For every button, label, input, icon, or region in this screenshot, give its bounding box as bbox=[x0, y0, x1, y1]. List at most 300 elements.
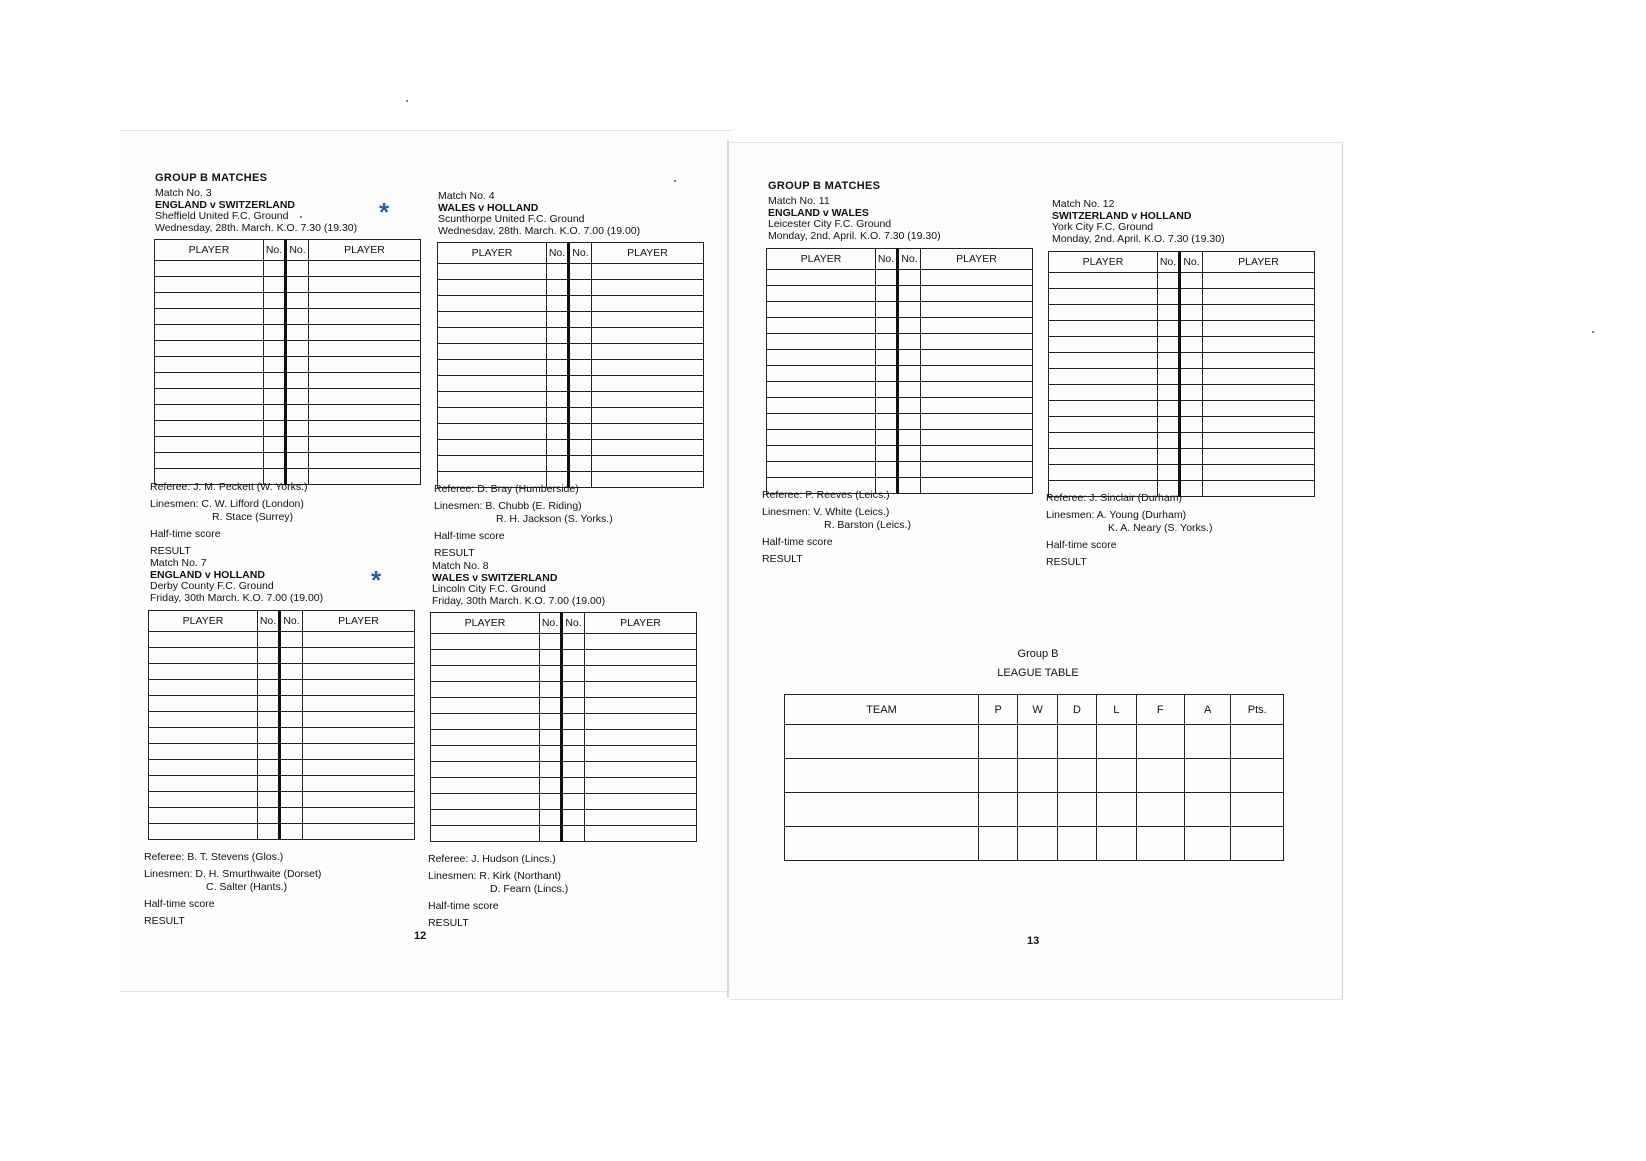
sheet-cell bbox=[1049, 433, 1158, 449]
league-row bbox=[785, 827, 1284, 861]
team-sheet-match-11 bbox=[766, 248, 1033, 494]
sheet-cell bbox=[1049, 273, 1158, 289]
match-title: WALES v SWITZERLAND bbox=[432, 571, 558, 584]
match-number: Match No. 11 bbox=[768, 195, 830, 207]
sheet-cell bbox=[258, 728, 280, 744]
sheet-cell bbox=[1049, 353, 1158, 369]
match-number: Match No. 8 bbox=[432, 560, 489, 572]
sheet-row bbox=[155, 341, 421, 357]
sheet-cell bbox=[149, 824, 258, 840]
sheet-cell bbox=[286, 373, 309, 389]
sheet-cell bbox=[309, 325, 421, 341]
sheet-cell bbox=[280, 696, 303, 712]
team-sheet-match-7 bbox=[148, 610, 415, 840]
result: RESULT bbox=[428, 917, 469, 929]
half-time-score: Half-time score bbox=[434, 530, 505, 542]
match-number: Match No. 7 bbox=[150, 557, 207, 569]
sheet-cell bbox=[155, 261, 264, 277]
match-title: ENGLAND v SWITZERLAND bbox=[155, 198, 295, 211]
sheet-cell bbox=[921, 462, 1033, 478]
sheet-cell bbox=[540, 682, 562, 698]
sheet-cell bbox=[155, 341, 264, 357]
sheet-row bbox=[155, 309, 421, 325]
sheet-row bbox=[767, 318, 1033, 334]
sheet-row bbox=[438, 456, 704, 472]
sheet-cell bbox=[898, 302, 921, 318]
sheet-row bbox=[1049, 433, 1315, 449]
sheet-cell bbox=[569, 264, 592, 280]
match-7-officials bbox=[144, 851, 321, 928]
sheet-row bbox=[767, 286, 1033, 302]
sheet-row bbox=[149, 808, 415, 824]
sheet-cell bbox=[1180, 305, 1203, 321]
sheet-cell bbox=[155, 357, 264, 373]
sheet-row bbox=[767, 430, 1033, 446]
sheet-cell bbox=[585, 666, 697, 682]
sheet-cell bbox=[280, 808, 303, 824]
sheet-cell bbox=[1180, 321, 1203, 337]
sheet-cell bbox=[431, 714, 540, 730]
sheet-cell bbox=[585, 746, 697, 762]
sheet-cell bbox=[767, 462, 876, 478]
sheet-cell bbox=[562, 746, 585, 762]
sheet-cell bbox=[264, 437, 286, 453]
sheet-cell bbox=[258, 712, 280, 728]
referee: Referee: J. M. Peckett (W. Yorks.) bbox=[150, 481, 308, 493]
sheet-cell bbox=[438, 328, 547, 344]
sheet-cell bbox=[767, 366, 876, 382]
sheet-cell bbox=[264, 389, 286, 405]
sheet-cell bbox=[562, 650, 585, 666]
sheet-cell bbox=[155, 453, 264, 469]
sheet-cell bbox=[431, 682, 540, 698]
sheet-row bbox=[438, 280, 704, 296]
sheet-cell bbox=[303, 744, 415, 760]
sheet-cell bbox=[1180, 417, 1203, 433]
scan-speck bbox=[300, 216, 302, 218]
sheet-cell bbox=[264, 373, 286, 389]
sheet-cell bbox=[585, 650, 697, 666]
sheet-cell bbox=[309, 277, 421, 293]
sheet-cell bbox=[540, 698, 562, 714]
match-11-officials bbox=[762, 489, 911, 566]
linesmen-1: Linesmen: V. White (Leics.) bbox=[762, 506, 890, 518]
sheet-row bbox=[155, 373, 421, 389]
sheet-row bbox=[155, 389, 421, 405]
sheet-cell bbox=[540, 826, 562, 842]
sheet-cell bbox=[876, 302, 898, 318]
sheet-cell bbox=[592, 456, 704, 472]
sheet-row bbox=[431, 778, 697, 794]
col-drawn: D bbox=[1057, 695, 1096, 725]
number-column-header: No. bbox=[1180, 252, 1203, 273]
match-number: Match No. 4 bbox=[438, 190, 495, 202]
sheet-cell bbox=[921, 398, 1033, 414]
sheet-cell bbox=[562, 682, 585, 698]
number-column-header: No. bbox=[569, 243, 592, 264]
sheet-cell bbox=[547, 312, 569, 328]
sheet-cell bbox=[569, 360, 592, 376]
sheet-cell bbox=[1180, 273, 1203, 289]
sheet-row bbox=[149, 664, 415, 680]
sheet-row bbox=[438, 408, 704, 424]
sheet-cell bbox=[1203, 433, 1315, 449]
sheet-cell bbox=[876, 446, 898, 462]
page-fold bbox=[727, 140, 729, 998]
sheet-row bbox=[1049, 353, 1315, 369]
sheet-cell bbox=[921, 414, 1033, 430]
sheet-cell bbox=[540, 794, 562, 810]
sheet-row bbox=[149, 744, 415, 760]
sheet-cell bbox=[1158, 337, 1180, 353]
sheet-cell bbox=[264, 453, 286, 469]
player-column-header: PLAYER bbox=[303, 611, 415, 632]
sheet-cell bbox=[585, 730, 697, 746]
sheet-cell bbox=[585, 810, 697, 826]
sheet-cell bbox=[286, 277, 309, 293]
sheet-cell bbox=[309, 389, 421, 405]
match-date: Monday, 2nd. April. K.O. 7.30 (19.30) bbox=[768, 229, 941, 242]
sheet-row bbox=[155, 357, 421, 373]
sheet-cell bbox=[286, 309, 309, 325]
sheet-cell bbox=[258, 680, 280, 696]
sheet-cell bbox=[286, 437, 309, 453]
sheet-cell bbox=[569, 376, 592, 392]
sheet-cell bbox=[767, 286, 876, 302]
sheet-row bbox=[767, 382, 1033, 398]
sheet-cell bbox=[286, 421, 309, 437]
sheet-cell bbox=[1158, 449, 1180, 465]
sheet-cell bbox=[562, 730, 585, 746]
linesmen-2: R. Barston (Leics.) bbox=[824, 519, 911, 531]
sheet-cell bbox=[303, 824, 415, 840]
linesmen-2: C. Salter (Hants.) bbox=[206, 881, 288, 893]
sheet-cell bbox=[547, 408, 569, 424]
sheet-cell bbox=[1158, 289, 1180, 305]
referee: Referee: J. Sinclair (Durham) bbox=[1046, 492, 1182, 504]
sheet-cell bbox=[585, 794, 697, 810]
sheet-row bbox=[438, 392, 704, 408]
sheet-cell bbox=[149, 792, 258, 808]
sheet-cell bbox=[1203, 273, 1315, 289]
sheet-cell bbox=[1203, 465, 1315, 481]
match-4-officials bbox=[434, 483, 613, 560]
sheet-cell bbox=[592, 344, 704, 360]
sheet-row bbox=[149, 728, 415, 744]
result: RESULT bbox=[762, 553, 803, 565]
match-date: Friday, 30th March. K.O. 7.00 (19.00) bbox=[432, 594, 606, 607]
match-ground: Sheffield United F.C. Ground bbox=[155, 210, 289, 222]
sheet-cell bbox=[286, 261, 309, 277]
scan-speck bbox=[674, 180, 676, 182]
sheet-cell bbox=[149, 712, 258, 728]
sheet-cell bbox=[592, 392, 704, 408]
sheet-cell bbox=[1158, 401, 1180, 417]
sheet-cell bbox=[921, 446, 1033, 462]
col-played: P bbox=[978, 695, 1017, 725]
sheet-cell bbox=[547, 440, 569, 456]
sheet-row bbox=[767, 366, 1033, 382]
match-number: Match No. 3 bbox=[155, 187, 212, 199]
sheet-cell bbox=[303, 712, 415, 728]
sheet-cell bbox=[585, 714, 697, 730]
sheet-cell bbox=[149, 760, 258, 776]
sheet-cell bbox=[592, 296, 704, 312]
sheet-cell bbox=[540, 778, 562, 794]
sheet-cell bbox=[258, 760, 280, 776]
sheet-cell bbox=[1203, 353, 1315, 369]
match-11-info bbox=[768, 196, 941, 242]
sheet-cell bbox=[547, 264, 569, 280]
sheet-cell bbox=[149, 664, 258, 680]
sheet-cell bbox=[1180, 289, 1203, 305]
sheet-cell bbox=[303, 728, 415, 744]
sheet-cell bbox=[547, 344, 569, 360]
sheet-cell bbox=[921, 270, 1033, 286]
sheet-cell bbox=[309, 309, 421, 325]
sheet-row bbox=[431, 826, 697, 842]
sheet-cell bbox=[1158, 433, 1180, 449]
linesmen-1: Linesmen: A. Young (Durham) bbox=[1046, 509, 1187, 521]
sheet-cell bbox=[258, 664, 280, 680]
number-column-header: No. bbox=[562, 613, 585, 634]
sheet-cell bbox=[431, 666, 540, 682]
sheet-cell bbox=[1049, 289, 1158, 305]
sheet-cell bbox=[1203, 401, 1315, 417]
linesmen-2: K. A. Neary (S. Yorks.) bbox=[1108, 522, 1213, 534]
sheet-cell bbox=[155, 293, 264, 309]
sheet-cell bbox=[309, 405, 421, 421]
sheet-cell bbox=[258, 744, 280, 760]
sheet-cell bbox=[1158, 305, 1180, 321]
sheet-cell bbox=[767, 318, 876, 334]
sheet-cell bbox=[540, 650, 562, 666]
sheet-cell bbox=[155, 437, 264, 453]
match-date: Friday, 30th March. K.O. 7.00 (19.00) bbox=[150, 591, 324, 604]
sheet-row bbox=[155, 405, 421, 421]
sheet-header-row bbox=[149, 611, 415, 632]
linesmen-1: Linesmen: B. Chubb (E. Riding) bbox=[434, 500, 582, 512]
sheet-cell bbox=[1180, 385, 1203, 401]
sheet-cell bbox=[569, 328, 592, 344]
sheet-cell bbox=[1180, 465, 1203, 481]
league-row bbox=[785, 759, 1284, 793]
referee: Referee: B. T. Stevens (Glos.) bbox=[144, 851, 284, 863]
match-ground: Lincoln City F.C. Ground bbox=[432, 583, 546, 595]
sheet-cell bbox=[303, 680, 415, 696]
sheet-cell bbox=[876, 334, 898, 350]
sheet-row bbox=[767, 398, 1033, 414]
sheet-cell bbox=[569, 408, 592, 424]
sheet-cell bbox=[309, 421, 421, 437]
referee: Referee: P. Reeves (Leics.) bbox=[762, 489, 890, 501]
col-won: W bbox=[1018, 695, 1057, 725]
sheet-cell bbox=[767, 430, 876, 446]
sheet-cell bbox=[280, 648, 303, 664]
match-7-info bbox=[150, 558, 323, 604]
sheet-cell bbox=[264, 293, 286, 309]
sheet-cell bbox=[149, 648, 258, 664]
match-12-info bbox=[1052, 199, 1225, 245]
sheet-cell bbox=[280, 744, 303, 760]
sheet-cell bbox=[876, 350, 898, 366]
sheet-cell bbox=[547, 360, 569, 376]
sheet-cell bbox=[264, 277, 286, 293]
player-column-header: PLAYER bbox=[438, 243, 547, 264]
col-points: Pts. bbox=[1231, 695, 1284, 725]
sheet-cell bbox=[592, 280, 704, 296]
match-ground: Derby County F.C. Ground bbox=[150, 580, 274, 592]
sheet-cell bbox=[264, 405, 286, 421]
sheet-cell bbox=[592, 440, 704, 456]
sheet-cell bbox=[547, 392, 569, 408]
sheet-cell bbox=[431, 810, 540, 826]
sheet-cell bbox=[438, 312, 547, 328]
sheet-cell bbox=[309, 341, 421, 357]
sheet-row bbox=[149, 776, 415, 792]
sheet-row bbox=[1049, 273, 1315, 289]
sheet-cell bbox=[540, 730, 562, 746]
sheet-cell bbox=[547, 280, 569, 296]
sheet-cell bbox=[1203, 481, 1315, 497]
sheet-cell bbox=[1203, 321, 1315, 337]
match-8-officials bbox=[428, 853, 568, 930]
linesmen-1: Linesmen: C. W. Lifford (London) bbox=[150, 498, 304, 510]
sheet-cell bbox=[431, 634, 540, 650]
sheet-cell bbox=[1180, 401, 1203, 417]
sheet-cell bbox=[258, 792, 280, 808]
match-title: ENGLAND v HOLLAND bbox=[150, 568, 265, 581]
sheet-row bbox=[438, 264, 704, 280]
league-title: LEAGUE TABLE bbox=[997, 667, 1079, 679]
linesmen-2: R. H. Jackson (S. Yorks.) bbox=[496, 513, 613, 525]
team-sheet-match-3 bbox=[154, 239, 421, 485]
sheet-row bbox=[767, 462, 1033, 478]
scan-speck bbox=[406, 100, 408, 102]
half-time-score: Half-time score bbox=[762, 536, 833, 548]
sheet-cell bbox=[1180, 337, 1203, 353]
number-column-header: No. bbox=[547, 243, 569, 264]
sheet-row bbox=[1049, 369, 1315, 385]
sheet-row bbox=[431, 682, 697, 698]
sheet-row bbox=[149, 632, 415, 648]
match-ground: York City F.C. Ground bbox=[1052, 221, 1154, 233]
sheet-cell bbox=[155, 389, 264, 405]
linesmen-2: D. Fearn (Lincs.) bbox=[490, 883, 569, 895]
sheet-cell bbox=[303, 808, 415, 824]
sheet-row bbox=[149, 712, 415, 728]
sheet-cell bbox=[1203, 385, 1315, 401]
sheet-cell bbox=[767, 414, 876, 430]
league-table bbox=[784, 694, 1284, 861]
sheet-row bbox=[1049, 289, 1315, 305]
player-column-header: PLAYER bbox=[431, 613, 540, 634]
sheet-cell bbox=[431, 778, 540, 794]
sheet-cell bbox=[438, 456, 547, 472]
sheet-cell bbox=[1049, 385, 1158, 401]
sheet-row bbox=[767, 446, 1033, 462]
sheet-cell bbox=[280, 792, 303, 808]
sheet-cell bbox=[767, 446, 876, 462]
match-12-officials bbox=[1046, 492, 1212, 569]
col-team: TEAM bbox=[785, 695, 979, 725]
page-number-left: 12 bbox=[414, 930, 427, 942]
sheet-cell bbox=[286, 405, 309, 421]
col-lost: L bbox=[1097, 695, 1136, 725]
sheet-row bbox=[149, 680, 415, 696]
sheet-cell bbox=[264, 325, 286, 341]
league-group: Group B bbox=[1017, 648, 1059, 660]
group-heading-left: GROUP B MATCHES bbox=[155, 172, 268, 184]
sheet-cell bbox=[876, 270, 898, 286]
sheet-cell bbox=[592, 376, 704, 392]
result: RESULT bbox=[144, 915, 185, 927]
sheet-cell bbox=[547, 376, 569, 392]
sheet-cell bbox=[258, 776, 280, 792]
sheet-cell bbox=[280, 728, 303, 744]
league-header-row bbox=[785, 695, 1284, 725]
sheet-cell bbox=[921, 318, 1033, 334]
sheet-row bbox=[767, 334, 1033, 350]
sheet-cell bbox=[592, 264, 704, 280]
sheet-cell bbox=[431, 650, 540, 666]
sheet-row bbox=[155, 293, 421, 309]
sheet-cell bbox=[569, 312, 592, 328]
sheet-cell bbox=[876, 430, 898, 446]
asterisk-annotation: * bbox=[379, 197, 390, 227]
sheet-cell bbox=[1049, 305, 1158, 321]
sheet-cell bbox=[898, 398, 921, 414]
match-ground: Leicester City F.C. Ground bbox=[768, 218, 892, 230]
sheet-cell bbox=[309, 293, 421, 309]
sheet-row bbox=[431, 666, 697, 682]
result: RESULT bbox=[434, 547, 475, 559]
sheet-cell bbox=[592, 312, 704, 328]
sheet-cell bbox=[258, 696, 280, 712]
sheet-row bbox=[155, 421, 421, 437]
sheet-row bbox=[431, 714, 697, 730]
sheet-cell bbox=[562, 634, 585, 650]
sheet-cell bbox=[876, 398, 898, 414]
sheet-cell bbox=[149, 632, 258, 648]
sheet-cell bbox=[540, 666, 562, 682]
sheet-row bbox=[438, 424, 704, 440]
sheet-cell bbox=[898, 366, 921, 382]
sheet-cell bbox=[767, 270, 876, 286]
referee: Referee: J. Hudson (Lincs.) bbox=[428, 853, 556, 865]
sheet-cell bbox=[1180, 369, 1203, 385]
sheet-cell bbox=[1049, 465, 1158, 481]
sheet-cell bbox=[438, 376, 547, 392]
referee: Referee: D. Bray (Humberside) bbox=[434, 483, 579, 495]
sheet-cell bbox=[1049, 337, 1158, 353]
sheet-cell bbox=[767, 350, 876, 366]
sheet-cell bbox=[898, 318, 921, 334]
sheet-cell bbox=[540, 810, 562, 826]
col-for: F bbox=[1136, 695, 1184, 725]
sheet-cell bbox=[1203, 337, 1315, 353]
sheet-row bbox=[155, 325, 421, 341]
sheet-cell bbox=[547, 424, 569, 440]
sheet-row bbox=[149, 648, 415, 664]
sheet-cell bbox=[562, 794, 585, 810]
sheet-row bbox=[767, 350, 1033, 366]
player-column-header: PLAYER bbox=[1049, 252, 1158, 273]
sheet-cell bbox=[876, 366, 898, 382]
match-date: Wednesdav, 28th. March. K.O. 7.00 (19.00) bbox=[438, 224, 641, 237]
sheet-row bbox=[1049, 321, 1315, 337]
sheet-cell bbox=[309, 453, 421, 469]
